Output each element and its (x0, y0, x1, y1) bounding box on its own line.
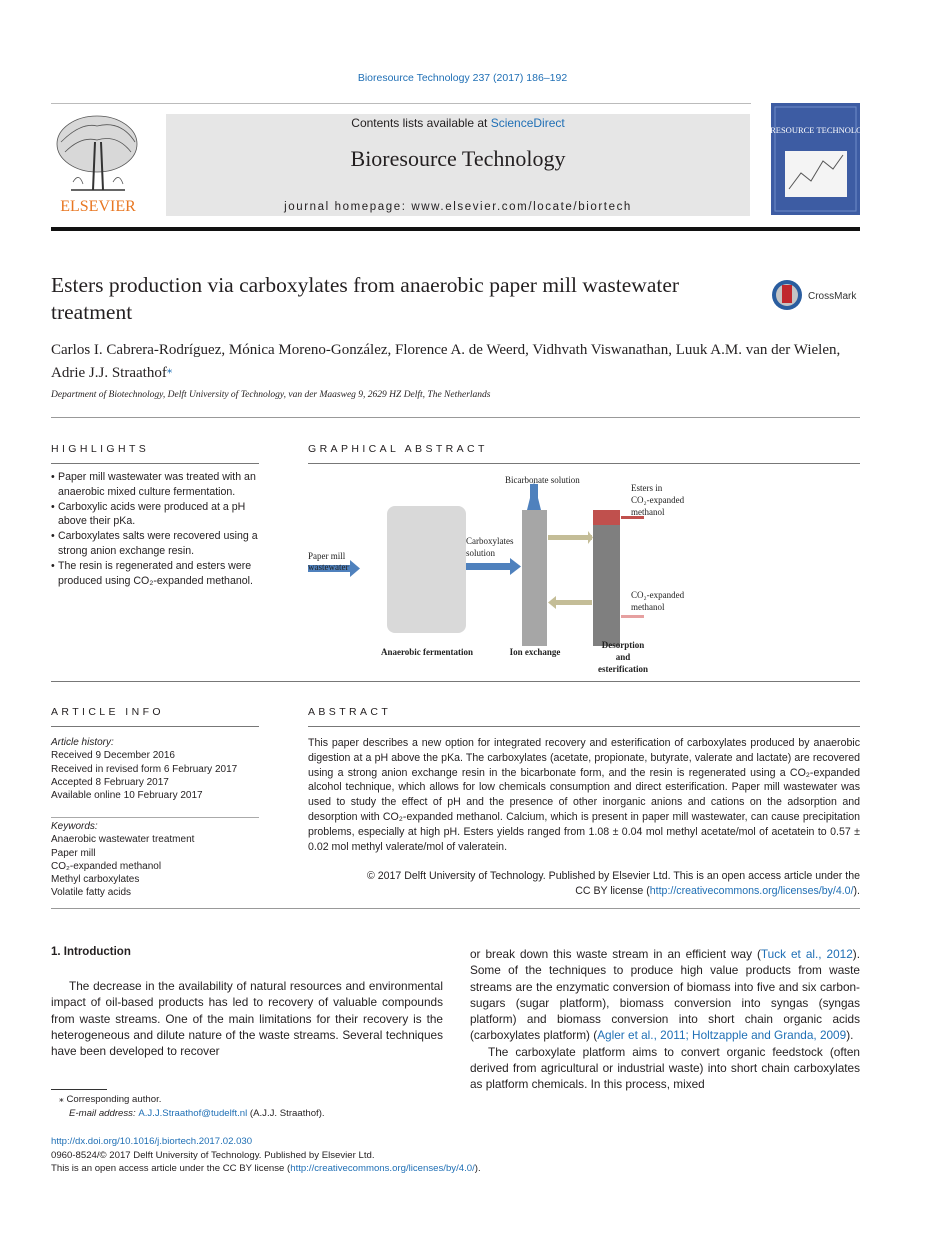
abstract-heading: ABSTRACT (308, 706, 392, 718)
abstract-copyright (308, 869, 860, 899)
graphical-abstract-rule (308, 463, 860, 464)
journal-homepage[interactable]: journal homepage: www.elsevier.com/locate/biortech (284, 201, 632, 213)
esters-layer (593, 510, 620, 525)
journal-reference-link[interactable]: Bioresource Technology 237 (2017) 186–192 (357, 72, 568, 84)
intro-text: or break down this waste stream in an efficient way ( (470, 947, 761, 961)
doi-link[interactable]: http://dx.doi.org/10.1016/j.biortech.2017.02.030 (51, 1136, 253, 1147)
article-title: Esters production via carboxylates from anaerobic paper mill wastewater treatment (51, 273, 680, 324)
crossmark-badge[interactable] (771, 278, 861, 312)
keyword-item: Paper mill (51, 847, 96, 859)
email-note (51, 1108, 325, 1119)
highlight-item: • Paper mill wastewater was treated with an anaerobic mixed culture fermentation. (51, 470, 259, 500)
label-desorption-3: esterification (598, 664, 648, 674)
graphical-abstract-heading: GRAPHICAL ABSTRACT (308, 443, 488, 455)
label-bicarbonate: Bicarbonate solution (505, 475, 580, 485)
history-label: Article history: (51, 737, 114, 748)
abstract-bottom-rule (51, 908, 860, 909)
corresponding-author-mark[interactable]: ⁎ (166, 364, 173, 376)
copyright-line-2-end: ). (853, 884, 860, 897)
introduction-paragraph-left: The decrease in the availability of natural resources and environmental impact of oil-based products has led to recovery of valuable compounds from waste streams. One of the main limitations for their recovery is the heterogeneous and dilute nature of the waste streams. Several techniques have been developed to recover (51, 979, 443, 1059)
oa-license-link[interactable]: http://creativecommons.org/licenses/by/4.0/ (290, 1163, 475, 1174)
abstract-text: This paper describes a new option for integrated recovery and esterification of carboxylates produced by anaerobic digestion at a pH above the pKa. The carboxylates (acetate, propionate, butyrate, valerate and lactate) are recovered using a strong anion exchange resin in the bicarbonate form, and the resin is regenerated using a CO₂-expanded alcohol technique, which allows for low chemicals consumption and direct esterification. Paper mill wastewater was used to study the effect of pH and the presence of other inorganic anions and cations on the adsorption and desorption with CO₂-expanded methanol. Calcium, which is present in paper mill wastewater, can cause precipitation problems, especially at high pH. Esters yields ranged from 1.08 ± 0.04 mol methyl acetate/mol of acetatein to 0.57 ± 0.02 mol methyl valerate/mol of valeratein. (308, 737, 860, 853)
header-divider (51, 103, 751, 104)
keyword-item: Anaerobic wastewater treatment (51, 834, 195, 846)
label-feed-1: Paper mill (308, 551, 346, 561)
copyright-line-2: CC BY license ( (575, 884, 650, 897)
transfer-arrow-bottom (548, 596, 592, 609)
email-owner: (A.J.J. Straathof). (247, 1108, 325, 1119)
intro-text: ). Some of the techniques to produce high value products from waste streams are the enzymatic conversion of biomass into five and six carbon-sugars (sugar platform), biomass conversion into syngas (syngas platform) and biomass conversion into short chain organic acids (carboxylates platform) ( (470, 947, 860, 1043)
elsevier-wordmark: ELSEVIER (60, 198, 136, 215)
crossmark-label: CrossMark (808, 291, 857, 302)
cover-title: BIORESOURCE TECHNOLOGY (755, 125, 875, 135)
graphical-abstract-diagram (300, 470, 720, 680)
carboxylates-arrow (466, 558, 521, 575)
article-info-heading: ARTICLE INFO (51, 706, 164, 718)
author-list (51, 340, 861, 383)
highlight-item: • Carboxylates salts were recovered using a strong anion exchange resin. (51, 529, 259, 559)
fermenter-vessel (387, 506, 466, 633)
transfer-arrow-top (548, 531, 593, 544)
label-co2-methanol-2: methanol (631, 602, 665, 612)
open-access-line (51, 1163, 481, 1174)
email-label: E-mail address: (69, 1108, 139, 1119)
label-desorption-1: Desorption (601, 640, 645, 650)
elsevier-logo (51, 112, 145, 216)
label-feed-2: wastewater (308, 562, 349, 572)
keywords (51, 820, 259, 900)
oa-suffix: ). (474, 1163, 481, 1174)
abstract-rule (308, 726, 860, 727)
article-history (51, 736, 259, 802)
contents-prefix: Contents lists available at (351, 116, 491, 130)
journal-name: Bioresource Technology (350, 146, 566, 171)
journal-cover-thumbnail[interactable] (755, 103, 875, 215)
copyright-line-1: © 2017 Delft University of Technology. Published by Elsevier Ltd. This is an open access article under the (366, 870, 860, 882)
history-received: Received 9 December 2016 (51, 750, 175, 762)
corresponding-author-note: ⁎ Corresponding author. (59, 1094, 162, 1105)
keywords-label: Keywords: (51, 821, 98, 832)
label-esters-2: CO₂-expanded (631, 495, 685, 505)
label-esters-3: methanol (631, 507, 665, 517)
highlight-item: • The resin is regenerated and esters were produced using CO₂-expanded methanol. (51, 559, 259, 589)
highlights-rule (51, 463, 259, 464)
keyword-item: Methyl carboxylates (51, 874, 140, 886)
oa-prefix: This is an open access article under the CC BY license ( (51, 1163, 291, 1174)
keyword-item: CO₂-expanded methanol (51, 860, 162, 872)
ref-agler-link[interactable]: Agler et al., 2011; Holtzapple and Granda, 2009 (597, 1028, 847, 1043)
ref-tuck-link[interactable]: Tuck et al., 2012 (760, 947, 853, 961)
desorption-column (593, 510, 620, 646)
history-revised: Received in revised form 6 February 2017 (51, 763, 238, 775)
label-ion-exchange: Ion exchange (509, 647, 561, 657)
highlight-item: • Carboxylic acids were produced at a pH above their pKa. (51, 500, 259, 530)
article-info-rule (51, 726, 259, 727)
graphical-abstract-bottom-rule (51, 681, 860, 682)
author-names: Carlos I. Cabrera-Rodríguez, Mónica Moreno-González, Florence A. de Weerd, Vidhvath Viswanathan, Luuk A.M. van der Wielen, Adrie J.J. Straathof (51, 342, 841, 381)
elsevier-tree-icon (51, 112, 145, 216)
email-link[interactable]: A.J.J.Straathof@tudelft.nl (138, 1108, 248, 1119)
introduction-heading: 1. Introduction (51, 946, 131, 958)
header-thick-rule (51, 227, 860, 231)
history-online: Available online 10 February 2017 (51, 790, 203, 802)
label-carboxylates-1: Carboxylates (466, 536, 514, 546)
contents-line (166, 116, 750, 130)
introduction-column-right (470, 946, 860, 1093)
license-link[interactable]: http://creativecommons.org/licenses/by/4.0/ (649, 884, 854, 897)
label-esters-1: Esters in (631, 483, 663, 493)
introduction-paragraph-2: The carboxylate platform aims to convert organic feedstock (often derived from agricultural or industrial waste) into short chain carboxylates as platform chemicals. In this process, mixed (470, 1044, 860, 1092)
highlights-heading: HIGHLIGHTS (51, 443, 150, 455)
author-affiliation: Department of Biotechnology, Delft University of Technology, van der Maasweg 9, 2629 HZ Delft, The Netherlands (51, 390, 491, 400)
issn-line: 0960-8524/© 2017 Delft University of Technology. Published by Elsevier Ltd. (51, 1150, 375, 1161)
label-desorption-2: and (615, 652, 631, 662)
highlights-list (51, 470, 259, 588)
keyword-item: Volatile fatty acids (51, 887, 132, 899)
methanol-in-arrow (621, 615, 644, 618)
label-anaerobic-fermentation: Anaerobic fermentation (380, 647, 474, 657)
label-co2-methanol-1: CO₂-expanded (631, 590, 685, 600)
sciencedirect-link[interactable]: ScienceDirect (490, 116, 565, 130)
affiliation-divider (51, 417, 860, 418)
history-accepted: Accepted 8 February 2017 (51, 776, 169, 788)
intro-text: ). (846, 1028, 854, 1043)
footnote-rule (51, 1089, 107, 1090)
label-carboxylates-2: solution (466, 548, 496, 558)
keywords-rule (51, 817, 259, 818)
ion-exchange-column (522, 510, 547, 646)
